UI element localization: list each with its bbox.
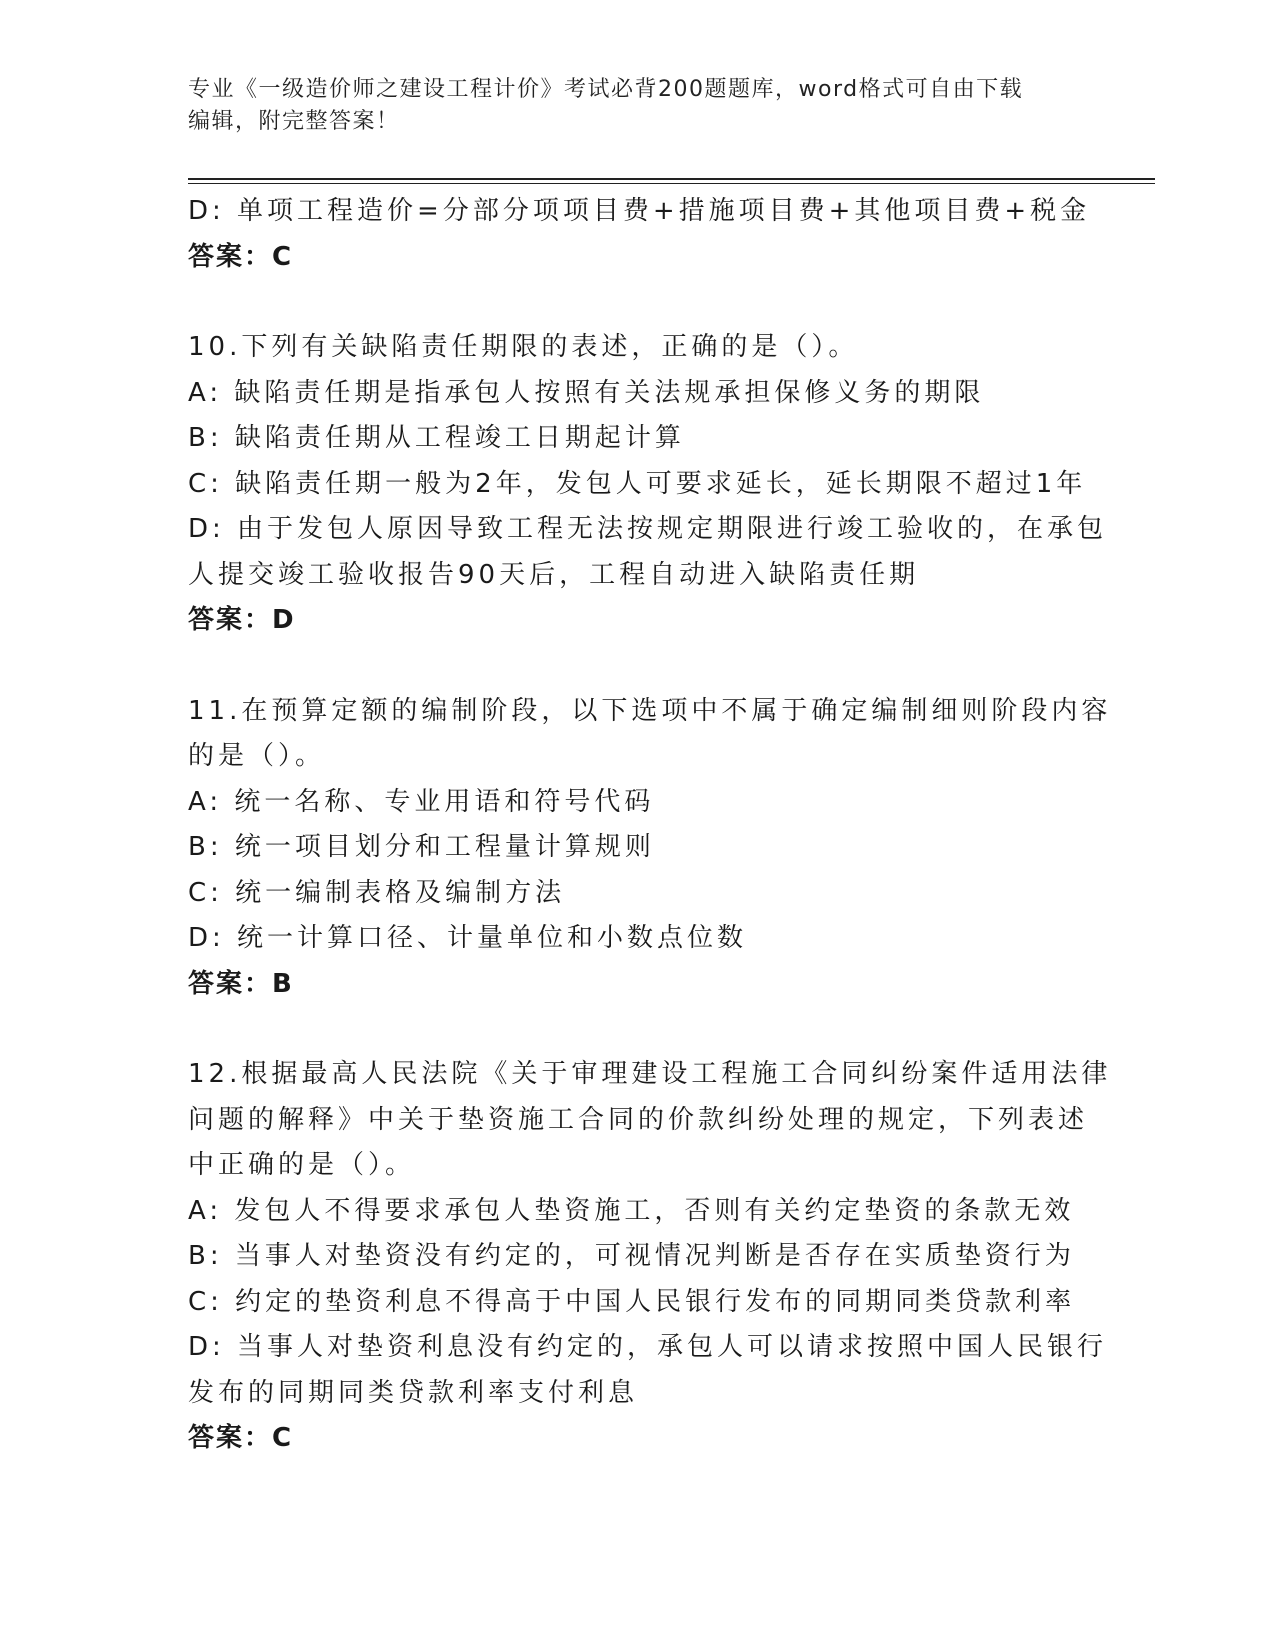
answer: 答案：C [188,1423,294,1453]
header-divider [188,178,1155,180]
question-stem: 12.根据最高人民法院《关于审理建设工程施工合同纠纷案件适用法律 [188,1059,1112,1089]
option-d: D: 由于发包人原因导致工程无法按规定期限进行竣工验收的，在承包 [188,514,1108,544]
header-line-1: 专业《一级造价师之建设工程计价》考试必背200题题库，word格式可自由下载 [188,77,1024,102]
option-d-continued: 发布的同期同类贷款利率支付利息 [188,1377,639,1408]
option-d: D: 当事人对垫资利息没有约定的，承包人可以请求按照中国人民银行 [188,1332,1108,1362]
header-line-2: 编辑，附完整答案！ [188,109,400,134]
option-d-continued: 人提交竣工验收报告90天后，工程自动进入缺陷责任期 [188,559,920,590]
option-a: A: 发包人不得要求承包人垫资施工，否则有关约定垫资的条款无效 [188,1195,1075,1226]
question-stem-continued: 中正确的是（）。 [188,1150,416,1180]
option-b: B: 当事人对垫资没有约定的，可视情况判断是否存在实质垫资行为 [188,1241,1075,1271]
document-body [188,189,1112,1462]
option-b: B: 缺陷责任期从工程竣工日期起计算 [188,423,685,453]
header-divider-thin [188,183,1155,184]
option-b: B: 统一项目划分和工程量计算规则 [188,832,655,862]
option-d: D: 统一计算口径、计量单位和小数点位数 [188,923,748,953]
option-c: C: 缺陷责任期一般为2年，发包人可要求延长，延长期限不超过1年 [188,468,1087,499]
answer: 答案：D [188,605,296,635]
prev-question-option-d: D: 单项工程造价=分部分项项目费+措施项目费+其他项目费+税金 [188,196,1091,226]
question-stem-continued: 问题的解释》中关于垫资施工合同的价款纠纷处理的规定，下列表述 [188,1104,1089,1135]
option-a: A: 统一名称、专业用语和符号代码 [188,786,655,817]
spacer [188,644,1088,689]
question-11 [188,689,1112,1008]
question-12 [188,1052,1112,1462]
option-c: C: 约定的垫资利息不得高于中国人民银行发布的同期同类贷款利率 [188,1286,1076,1317]
question-stem: 10.下列有关缺陷责任期限的表述，正确的是（）。 [188,332,859,362]
document-header [188,74,1088,138]
question-stem-continued: 的是（）。 [188,741,326,771]
option-c: C: 统一编制表格及编制方法 [188,877,566,908]
spacer [188,1007,1088,1052]
answer: 答案：B [188,968,294,999]
spacer [188,280,1088,325]
option-a: A: 缺陷责任期是指承包人按照有关法规承担保修义务的期限 [188,377,985,408]
question-stem: 11.在预算定额的编制阶段，以下选项中不属于确定编制细则阶段内容 [188,695,1112,726]
question-10 [188,325,1108,644]
prev-question-answer: 答案：C [188,241,294,272]
